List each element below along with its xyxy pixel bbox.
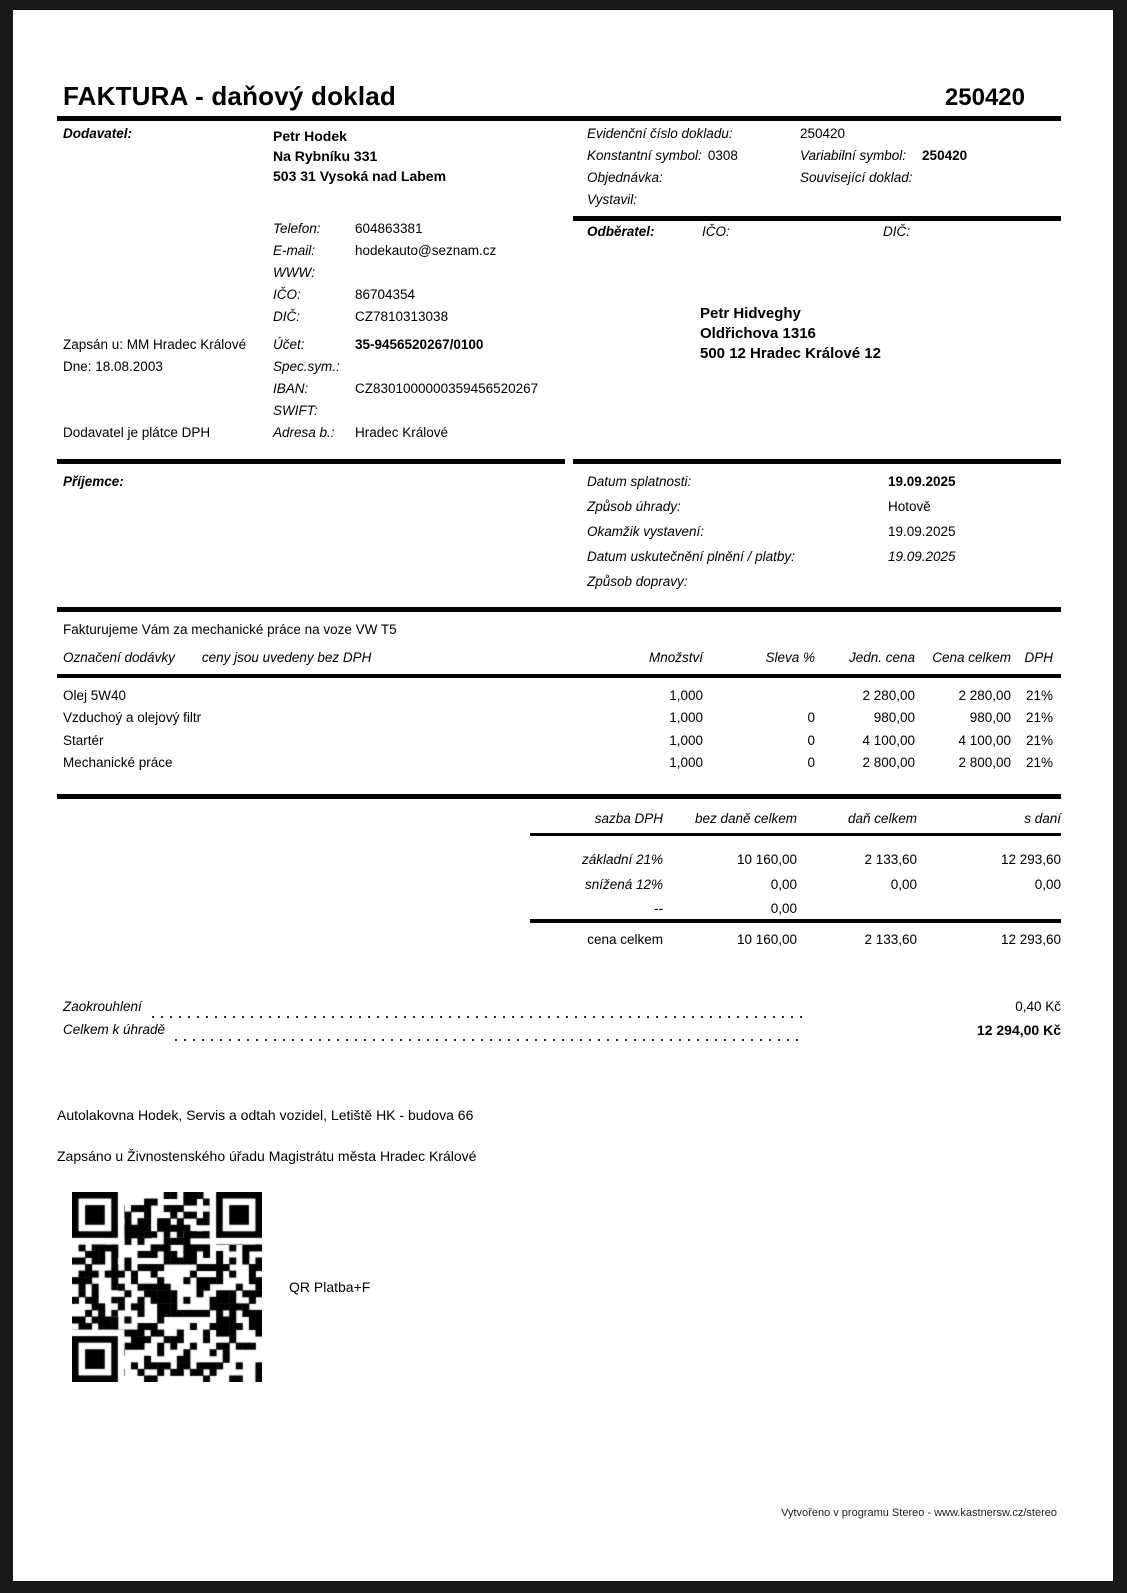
customer-dic-label: DIČ: [883, 224, 910, 239]
customer-ico-label: IČO: [702, 224, 730, 239]
ico-value: 86704354 [355, 287, 416, 302]
item-qty: 1,000 [669, 755, 703, 771]
item-unit-price: 2 800,00 [862, 755, 915, 771]
evidence-value: 250420 [800, 126, 846, 141]
vat-summary-table [530, 811, 1061, 948]
issue-date-value: 19.09.2025 [888, 524, 956, 539]
due-date-label: Datum splatnosti: [587, 474, 692, 489]
header [57, 80, 1061, 112]
swift-value [355, 403, 565, 425]
recipient-payment-section [57, 474, 1061, 599]
top-info-grid [57, 126, 1061, 447]
vat-row [530, 867, 1061, 892]
grand-total-label: Celkem k úhradě [63, 1022, 166, 1038]
title-divider [57, 116, 1061, 121]
email-label: E-mail: [273, 243, 316, 258]
grand-total-row [57, 1022, 1061, 1045]
item-discount [703, 688, 815, 710]
vat-rate: základní 21% [581, 852, 663, 868]
item-discount: 0 [807, 732, 815, 748]
item-name: Vzduchoý a olejový filtr [63, 710, 202, 726]
vat-tax: 2 133,60 [864, 852, 917, 868]
bank-addr-value: Hradec Králové [355, 425, 449, 440]
item-qty: 1,000 [669, 710, 703, 726]
order-label: Objednávka: [587, 170, 663, 185]
item-row [57, 733, 1061, 755]
customer-section-label: Odběratel: [587, 224, 655, 239]
vat-with-tax: 12 293,60 [1000, 852, 1061, 868]
bank-addr-label: Adresa b.: [273, 425, 335, 440]
item-vat: 21% [1025, 732, 1053, 748]
vat-total-tax: 2 133,60 [864, 932, 917, 948]
registered-line2: Dne: 18.08.2003 [63, 359, 163, 374]
dic-label: DIČ: [273, 309, 300, 324]
variable-symbol-label: Variabilní symbol: [800, 148, 907, 163]
document-info-section [573, 126, 1061, 447]
item-vat: 21% [1025, 710, 1053, 726]
payment-method-value: Hotově [888, 499, 931, 514]
evidence-label: Evidenční číslo dokladu: [587, 126, 733, 141]
software-credit: Vytvořeno v programu Stereo - www.kastnersw.cz/stereo [781, 1507, 1057, 1519]
customer-divider [573, 216, 1061, 221]
prices-note: ceny jsou uvedeny bez DPH [201, 650, 372, 665]
vat-tax: 0,00 [890, 876, 917, 892]
vat-payer-note: Dodavatel je plátce DPH [63, 425, 211, 440]
col-unit-price-label: Jedn. cena [848, 650, 915, 665]
phone-label: Telefon: [273, 221, 321, 236]
vat-row [530, 843, 1061, 868]
vat-total-base: 10 160,00 [736, 932, 797, 948]
qr-code [72, 1192, 262, 1382]
page-title: FAKTURA - daňový doklad [63, 81, 396, 111]
vat-with-tax: 0,00 [1034, 876, 1061, 892]
registered-line1: Zapsán u: MM Hradec Králové [63, 337, 247, 352]
iban-label: IBAN: [273, 381, 309, 396]
item-row [57, 755, 1061, 777]
fulfillment-date-value: 19.09.2025 [888, 549, 956, 564]
supplier-contacts [57, 221, 565, 447]
www-label: WWW: [273, 265, 315, 280]
customer-header-row [573, 224, 1061, 246]
vat-base: 0,00 [770, 876, 797, 892]
vat-summary-header [530, 811, 1061, 829]
invoice-page [13, 10, 1113, 1581]
phone-value: 604863381 [355, 221, 423, 236]
vat-rate: snížená 12% [584, 876, 663, 892]
supplier-city: 503 31 Vysoká nad Labem [273, 168, 447, 184]
email-value: hodekauto@seznam.cz [355, 243, 497, 258]
col-discount-label: Sleva % [765, 650, 815, 665]
payment-method-label: Způsob úhrady: [587, 499, 681, 514]
invoice-intro-text: Fakturujeme Vám za mechanické práce na voze VW T5 [63, 622, 397, 637]
col-qty-label: Množství [648, 650, 703, 665]
ico-label: IČO: [273, 287, 301, 302]
item-name: Mechanické práce [63, 755, 173, 771]
items-top-divider [57, 607, 1061, 612]
constant-symbol-value: 0308 [707, 148, 738, 163]
variable-symbol-value: 250420 [922, 148, 968, 163]
dot-leader [152, 1016, 805, 1018]
supplier-name: Petr Hodek [273, 128, 347, 144]
items-table-header [57, 650, 1061, 668]
items-bottom-divider [57, 794, 1061, 799]
col-name-label: Označení dodávky [63, 650, 175, 665]
rounding-label: Zaokrouhlení [63, 999, 142, 1015]
item-unit-price: 2 280,00 [862, 688, 915, 703]
issue-date-label: Okamžik vystavení: [587, 524, 705, 539]
vat-tax-label: daň celkem [847, 810, 917, 826]
vat-row [530, 892, 1061, 917]
dic-value: CZ7810313038 [355, 309, 449, 324]
item-unit-price: 980,00 [873, 710, 915, 726]
qr-payment-label: QR Platba+F [289, 1279, 371, 1296]
item-vat: 21% [1025, 688, 1053, 703]
specsym-value [355, 359, 565, 381]
swift-label: SWIFT: [273, 403, 318, 418]
grand-total-value: 12 294,00 Kč [976, 1022, 1061, 1039]
item-total: 4 100,00 [958, 732, 1011, 748]
vat-total-row [530, 923, 1061, 947]
supplier-street: Na Rybníku 331 [273, 148, 378, 164]
item-qty: 1,000 [669, 688, 703, 703]
item-discount: 0 [807, 755, 815, 771]
items-table [57, 650, 1061, 778]
supplier-address [273, 126, 446, 186]
constant-symbol-label: Konstantní symbol: [587, 148, 702, 163]
item-row [57, 688, 1061, 710]
dot-leader [175, 1039, 805, 1041]
customer-name: Petr Hidveghy [700, 305, 801, 322]
vat-total-with-tax: 12 293,60 [1000, 932, 1061, 948]
issued-by-label: Vystavil: [587, 192, 638, 207]
related-doc-label: Související doklad: [800, 170, 913, 185]
vat-base: 0,00 [770, 901, 797, 917]
item-unit-price: 4 100,00 [862, 732, 915, 748]
vat-total-label: cena celkem [587, 932, 663, 948]
customer-city: 500 12 Hradec Králové 12 [700, 345, 881, 362]
fulfillment-date-label: Datum uskutečnění plnění / platby: [587, 549, 795, 564]
item-total: 980,00 [969, 710, 1011, 726]
registration-note: Zapsáno u Živnostenského úřadu Magistrátu města Hradec Králové [57, 1148, 477, 1165]
vat-base: 10 160,00 [736, 852, 797, 868]
customer-address [700, 304, 1061, 364]
item-discount: 0 [807, 710, 815, 726]
specsym-label: Spec.sym.: [273, 359, 340, 374]
vat-with-tax-label: s daní [1024, 810, 1061, 826]
due-date-value: 19.09.2025 [888, 474, 956, 489]
item-vat: 21% [1025, 755, 1053, 771]
payment-terms [573, 474, 1061, 599]
supplier-section [57, 126, 565, 447]
account-label: Účet: [273, 337, 305, 352]
supplier-section-label: Dodavatel: [63, 126, 133, 141]
items-header-divider [57, 674, 1061, 678]
transport-method-value [888, 574, 1061, 599]
item-name: Startér [63, 732, 104, 748]
vat-rate-label: sazba DPH [594, 810, 663, 826]
vat-header-divider [530, 833, 1061, 836]
col-vat-label: DPH [1024, 650, 1053, 665]
item-total: 2 800,00 [958, 755, 1011, 771]
rounding-row [57, 999, 1061, 1022]
totals-section [57, 999, 1061, 1045]
vat-rate: -- [654, 901, 663, 917]
iban-value: CZ8301000000359456520267 [355, 381, 539, 396]
account-value: 35-9456520267/0100 [355, 337, 484, 352]
qr-payment-section [57, 1192, 1061, 1382]
vat-base-label: bez daně celkem [694, 810, 797, 826]
item-row [57, 710, 1061, 732]
col-total-label: Cena celkem [932, 650, 1011, 665]
www-value [355, 265, 565, 287]
recipient-section-label: Příjemce: [63, 474, 124, 489]
invoice-number: 250420 [944, 84, 1025, 111]
customer-street: Oldřichova 1316 [700, 325, 816, 342]
transport-method-label: Způsob dopravy: [587, 574, 688, 589]
company-note: Autolakovna Hodek, Servis a odtah vozidel, Letiště HK - budova 66 [57, 1107, 474, 1124]
item-qty: 1,000 [669, 732, 703, 748]
item-name: Olej 5W40 [63, 688, 127, 703]
section-divider [57, 459, 1061, 464]
item-total: 2 280,00 [958, 688, 1011, 703]
rounding-value: 0,40 Kč [1015, 999, 1061, 1015]
